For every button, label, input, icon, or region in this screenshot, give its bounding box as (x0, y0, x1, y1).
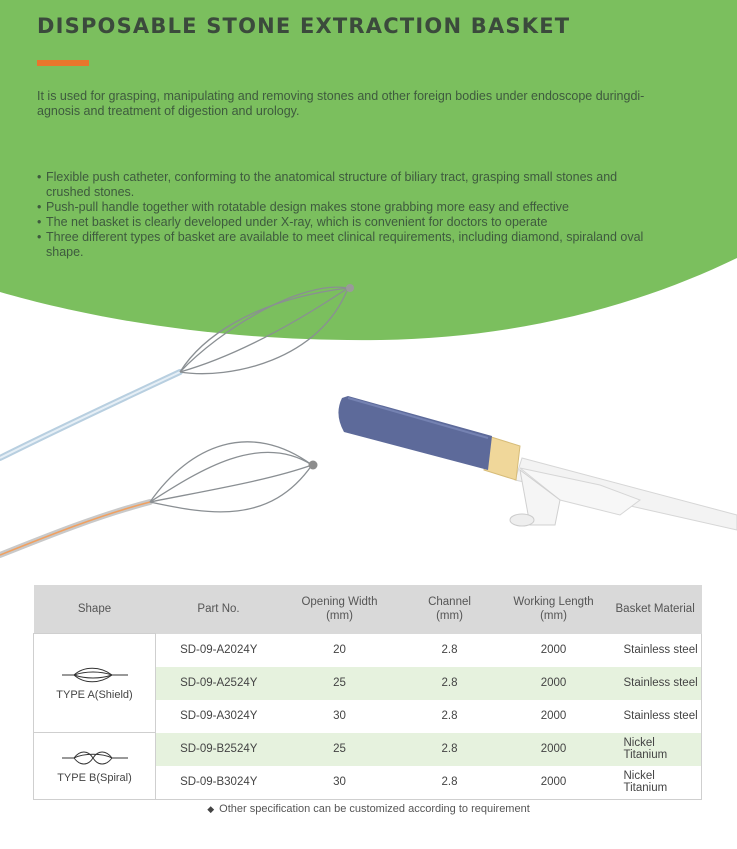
footnote (0, 803, 737, 815)
feature-item: • The net basket is clearly developed under X-ray, which is convenient for doctors to operate (37, 215, 657, 230)
channel: 2.8 (398, 667, 502, 700)
channel: 2.8 (398, 733, 502, 766)
working-length: 2000 (502, 766, 606, 800)
header-working-length (502, 585, 606, 634)
header-shape: Shape (34, 585, 156, 634)
basket-material: Nickel Titanium (606, 766, 702, 800)
spiral-basket-icon (60, 748, 130, 768)
channel: 2.8 (398, 766, 502, 800)
table-header-row (34, 585, 702, 634)
page-title: DISPOSABLE STONE EXTRACTION BASKET (37, 14, 571, 38)
part-no: SD-09-B3024Y (156, 766, 282, 800)
shape-cell-type-b (34, 733, 156, 800)
part-no: SD-09-B2524Y (156, 733, 282, 766)
basket-material: Nickel Titanium (606, 733, 702, 766)
header-channel-label: Channel (mm) (428, 596, 471, 623)
channel: 2.8 (441, 710, 458, 722)
header-opening-width-label: Opening Width (mm) (301, 596, 378, 623)
lower-basket-catheter (0, 442, 318, 555)
feature-item: • Flexible push catheter, conforming to the anatomical structure of biliary tract, grasping small stones and crushed stones. (37, 170, 657, 200)
product-illustration (0, 260, 737, 580)
title-accent-bar (37, 60, 89, 66)
upper-basket-catheter (0, 284, 354, 458)
basket-material: Stainless steel (606, 667, 702, 700)
shape-label: TYPE B(Spiral) (57, 771, 132, 784)
working-length: 2000 (502, 733, 606, 766)
opening-width: 30 (282, 766, 398, 800)
working-length: 2000 (502, 667, 606, 700)
basket-material: Stainless steel (623, 644, 698, 656)
part-no: SD-09-A2024Y (180, 644, 258, 656)
header-channel (398, 585, 502, 634)
working-length: 2000 (540, 644, 567, 656)
opening-width: 20 (333, 644, 346, 656)
shape-label: TYPE A(Shield) (56, 689, 133, 701)
feature-list (37, 170, 657, 260)
table-row (34, 733, 702, 766)
shield-basket-icon (60, 665, 130, 685)
channel: 2.8 (441, 644, 458, 656)
header-working-length-label: Working Length (mm) (513, 596, 594, 623)
working-length: 2000 (540, 710, 567, 722)
push-pull-handle (338, 396, 737, 530)
footnote-text: Other specification can be customized according to requirement (219, 803, 530, 815)
basket-material: Stainless steel (623, 710, 698, 722)
header-opening-width (282, 585, 398, 634)
header-part-no: Part No. (156, 585, 282, 634)
opening-width: 30 (333, 710, 346, 722)
feature-item: • Push-pull handle together with rotatable design makes stone grabbing more easy and effective (37, 200, 657, 215)
header-basket-material: Basket Material (606, 585, 702, 634)
part-no: SD-09-A3024Y (180, 710, 258, 722)
feature-item: • Three different types of basket are available to meet clinical requirements, including diamond, spiraland oval shape. (37, 230, 657, 260)
diamond-bullet-icon: ◆ (207, 804, 215, 814)
intro-text: It is used for grasping, manipulating and removing stones and other foreign bodies under endoscope duringdi-agnosis and treatment of digestion and urology. (37, 89, 645, 118)
opening-width: 25 (282, 667, 398, 700)
table-row (34, 634, 702, 667)
opening-width: 25 (282, 733, 398, 766)
shape-cell-type-a (34, 634, 156, 733)
part-no: SD-09-A2524Y (156, 667, 282, 700)
spec-table (33, 585, 702, 800)
